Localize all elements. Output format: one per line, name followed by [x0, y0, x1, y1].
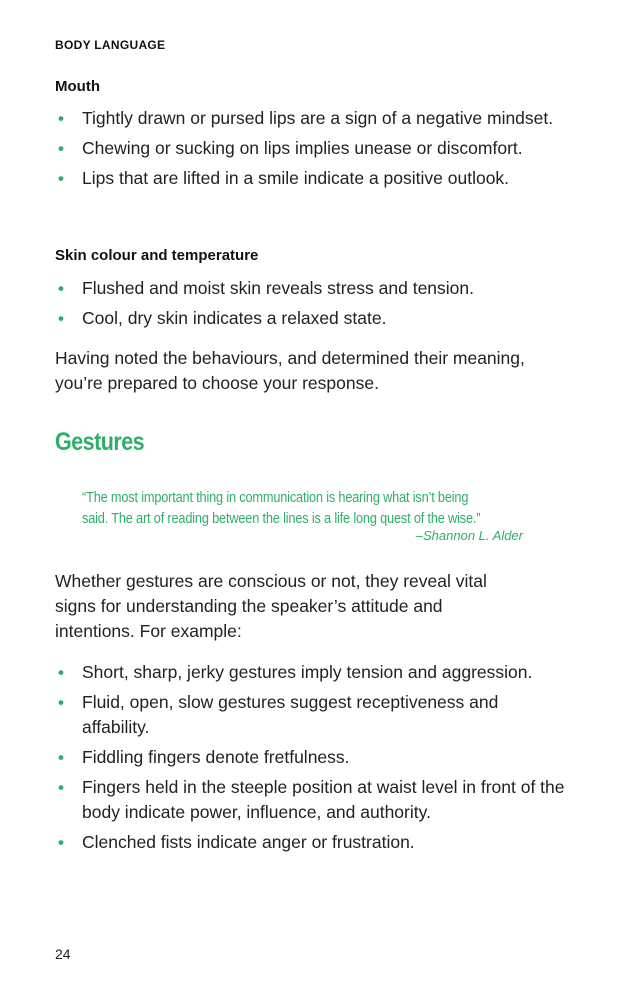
bullet-icon: • [58, 748, 64, 767]
running-head: BODY LANGUAGE [55, 38, 166, 52]
bullet-icon: • [58, 139, 64, 158]
skin-bullet-list [55, 276, 565, 336]
quote-line: said. The art of reading between the lines is a life long quest of the wise.” [82, 511, 481, 527]
quote-line: “The most important thing in communication is hearing what isn’t being [82, 490, 469, 506]
quote-author: –Shannon L. Alder [415, 528, 523, 543]
bullet-icon: • [58, 309, 64, 328]
list-item: • Cool, dry skin indicates a relaxed state. [55, 306, 565, 331]
gestures-title: Gestures [55, 428, 145, 456]
list-item: • Lips that are lifted in a smile indicate a positive outlook. [55, 166, 565, 191]
bullet-icon: • [58, 693, 64, 712]
list-item: • Clenched fists indicate anger or frustration. [55, 830, 565, 855]
list-item: • Fiddling fingers denote fretfulness. [55, 745, 565, 770]
mouth-heading: Mouth [55, 78, 100, 95]
gestures-bullet-list [55, 660, 565, 860]
list-item: • Short, sharp, jerky gestures imply tension and aggression. [55, 660, 565, 685]
bullet-icon: • [58, 833, 64, 852]
bullet-icon: • [58, 663, 64, 682]
list-item: • Chewing or sucking on lips implies unease or discomfort. [55, 136, 565, 161]
summary-paragraph: Having noted the behaviours, and determined their meaning, you’re prepared to choose your response. [55, 348, 525, 393]
list-item: • Flushed and moist skin reveals stress and tension. [55, 276, 565, 301]
list-item: • Fluid, open, slow gestures suggest receptiveness and affability. [58, 692, 499, 737]
list-item: • Fingers held in the steeple position at waist level in front of the body indicate power, influence, and authority. [58, 777, 565, 822]
bullet-icon: • [58, 169, 64, 188]
gestures-intro: Whether gestures are conscious or not, they reveal vital signs for understanding the speaker’s attitude and intentions. For example: [55, 571, 487, 641]
skin-heading: Skin colour and temperature [55, 247, 259, 264]
list-item: • Tightly drawn or pursed lips are a sign of a negative mindset. [55, 106, 565, 131]
bullet-icon: • [58, 109, 64, 128]
bullet-icon: • [58, 778, 64, 797]
mouth-bullet-list [55, 106, 565, 196]
bullet-icon: • [58, 279, 64, 298]
page-number: 24 [55, 946, 71, 962]
gestures-quote [82, 488, 602, 530]
